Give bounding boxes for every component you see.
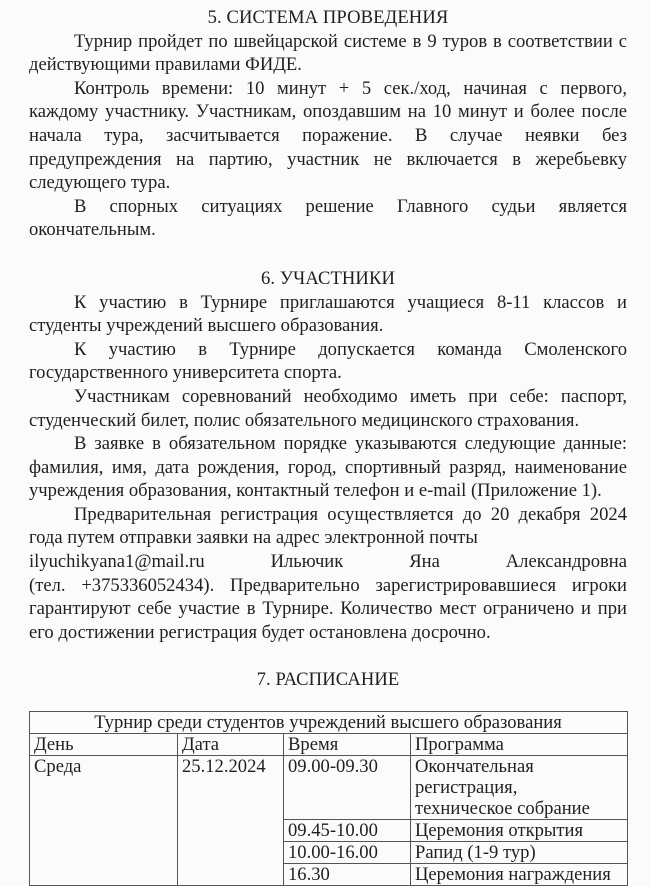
section-participants bbox=[29, 267, 627, 645]
contact-patronymic: Александровна bbox=[505, 551, 627, 573]
paragraph: Контроль времени: 10 минут + 5 сек./ход, начиная с первого, каждому участнику. Участникам, опоздавшим на 10 минут и более после начала тура, засчитывается поражение. В случае неявки без предупреждения на партию, участник не включается в жеребьевку следующего тура. bbox=[29, 77, 627, 194]
section-schedule bbox=[29, 668, 627, 886]
column-header-time: Время bbox=[284, 734, 411, 756]
table-header-row bbox=[30, 734, 628, 756]
column-header-date: Дата bbox=[178, 734, 284, 756]
table-row bbox=[30, 756, 628, 820]
paragraph: В заявке в обязательном порядке указываются следующие данные: фамилия, имя, дата рождения, город, спортивный разряд, наименование учреждения образования, контактный телефон и e-mail (Приложение 1). bbox=[29, 433, 627, 502]
table-title-row bbox=[30, 712, 628, 734]
paragraph: В спорных ситуациях решение Главного судьи является окончательным. bbox=[29, 195, 627, 241]
column-header-day: День bbox=[30, 734, 178, 756]
table-title: Турнир среди студентов учреждений высшего образования bbox=[30, 712, 628, 734]
time-cell: 09.45-10.00 bbox=[284, 820, 411, 842]
registration-paragraph-cont: (тел. +375336052434). Предварительно зарегистрировавшиеся игроки гарантируют себе участие в Турнире. Количество мест ограничено и при его достижении регистрация будет остановлена досрочно. bbox=[29, 574, 627, 643]
schedule-table bbox=[29, 711, 628, 886]
document-page bbox=[29, 6, 627, 886]
paragraph: К участию в Турнире допускается команда Смоленского государственного университета спорта. bbox=[29, 338, 627, 384]
section-heading: 6. УЧАСТНИКИ bbox=[261, 267, 395, 289]
program-cell: Церемония открытия bbox=[411, 820, 628, 842]
paragraph: К участию в Турнире приглашаются учащиеся 8-11 классов и студенты учреждений высшего образования. bbox=[29, 291, 627, 337]
program-cell: Окончательная регистрация, техническое собрание bbox=[411, 756, 628, 820]
date-cell: 25.12.2024 bbox=[178, 756, 284, 886]
day-cell: Среда bbox=[30, 756, 178, 886]
contact-surname: Ильючик bbox=[270, 551, 344, 573]
time-cell: 09.00-09.30 bbox=[284, 756, 411, 820]
time-cell: 16.30 bbox=[284, 864, 411, 886]
email-link[interactable]: ilyuchikyana1@mail.ru bbox=[29, 551, 205, 573]
registration-paragraph: Предварительная регистрация осуществляется до 20 декабря 2024 года путем отправки заявки на адрес электронной почты bbox=[29, 503, 627, 549]
section-heading: 7. РАСПИСАНИЕ bbox=[256, 669, 400, 691]
section-heading: 5. СИСТЕМА ПРОВЕДЕНИЯ bbox=[207, 7, 449, 28]
contact-name: Яна bbox=[409, 551, 440, 573]
paragraph: Участникам соревнований необходимо иметь при себе: паспорт, студенческий билет, полис обязательного медицинского страхования. bbox=[29, 385, 627, 431]
paragraph: Турнир пройдет по швейцарской системе в 9 туров в соответствии с действующими правилами ФИДЕ. bbox=[29, 30, 627, 76]
program-cell: Рапид (1-9 тур) bbox=[411, 842, 628, 864]
program-cell: Церемония награждения bbox=[411, 864, 628, 886]
time-cell: 10.00-16.00 bbox=[284, 842, 411, 864]
section-tournament-system bbox=[29, 6, 627, 242]
column-header-program: Программа bbox=[411, 734, 628, 756]
contact-line bbox=[29, 550, 627, 574]
